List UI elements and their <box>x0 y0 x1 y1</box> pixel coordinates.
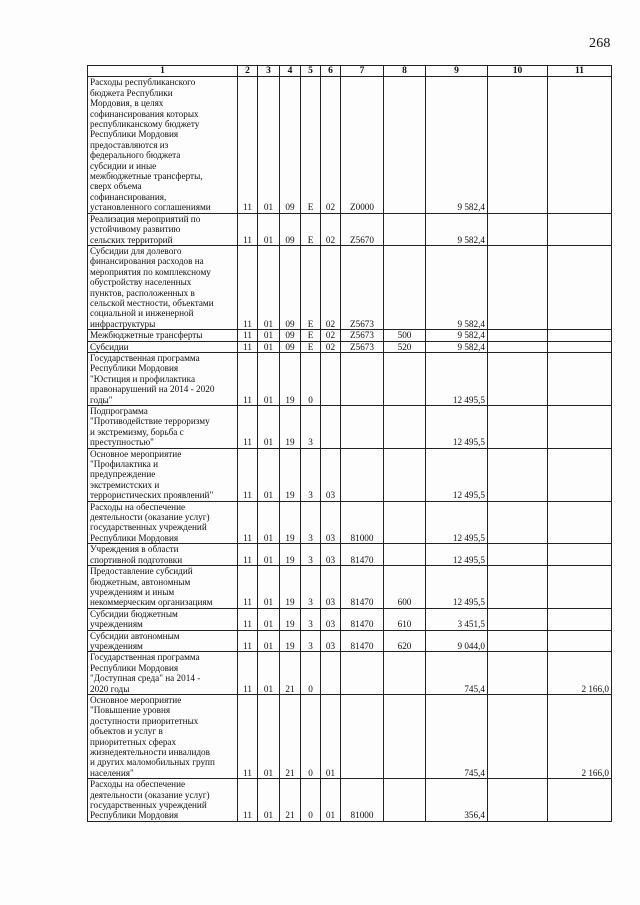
code-program: 09 <box>280 245 301 329</box>
code-program: 09 <box>280 213 301 245</box>
code-subprogram: 3 <box>301 448 321 501</box>
amount-col-11 <box>548 608 612 630</box>
code-subprogram: 0 <box>301 652 321 695</box>
row-name: Основное мероприятие "Профилактика и предупреждение экстремистских и террористических проявлений" <box>88 448 238 501</box>
code-activity: 03 <box>321 566 341 609</box>
code-subprogram: 0 <box>301 352 321 405</box>
code-subprogram: 3 <box>301 566 321 609</box>
amount-col-10 <box>488 341 548 352</box>
row-name: Реализация мероприятий по устойчивому развитию сельских территорий <box>88 213 238 245</box>
row-name: Субсидии бюджетным учреждениям <box>88 608 238 630</box>
code-activity <box>321 406 341 449</box>
amount-col-11 <box>548 501 612 544</box>
code-expense-type <box>384 213 426 245</box>
code-program: 19 <box>280 544 301 566</box>
code-section: 11 <box>238 566 258 609</box>
col-header: 10 <box>488 66 548 77</box>
code-program: 09 <box>280 77 301 213</box>
code-section: 11 <box>238 694 258 778</box>
amount-col-10 <box>488 77 548 213</box>
code-section: 11 <box>238 213 258 245</box>
row-name: Субсидии <box>88 341 238 352</box>
amount-col-9: 9 582,4 <box>426 330 488 341</box>
amount-col-9: 9 044,0 <box>426 630 488 652</box>
amount-col-11: 2 166,0 <box>548 652 612 695</box>
code-expense-type <box>384 779 426 822</box>
code-program: 19 <box>280 501 301 544</box>
row-name: Расходы республиканского бюджета Республики Мордовия, в целях софинансирования которых республиканскому бюджету Республики Мордовия предоставляются из федерального бюджета субсидии и иные межбюджетные трансферты, сверх объема софинансирования, установленного соглашениями <box>88 77 238 213</box>
code-expense-type <box>384 352 426 405</box>
amount-col-10 <box>488 608 548 630</box>
amount-col-9: 12 495,5 <box>426 448 488 501</box>
code-expense-type: 620 <box>384 630 426 652</box>
row-name: Межбюджетные трансферты <box>88 330 238 341</box>
amount-col-9: 12 495,5 <box>426 352 488 405</box>
code-expense-type <box>384 544 426 566</box>
amount-col-9: 12 495,5 <box>426 566 488 609</box>
amount-col-9: 3 451,5 <box>426 608 488 630</box>
code-section: 11 <box>238 245 258 329</box>
code-expense-type <box>384 694 426 778</box>
code-program: 19 <box>280 406 301 449</box>
code-subprogram: 0 <box>301 779 321 822</box>
code-activity: 01 <box>321 694 341 778</box>
code-subprogram: 3 <box>301 406 321 449</box>
code-subprogram: E <box>301 341 321 352</box>
code-expense-type <box>384 652 426 695</box>
amount-col-10 <box>488 779 548 822</box>
code-subsection: 01 <box>258 694 280 778</box>
code-section: 11 <box>238 501 258 544</box>
code-expense-type: 600 <box>384 566 426 609</box>
table-row <box>88 694 612 778</box>
code-expense-type: 500 <box>384 330 426 341</box>
code-direction: 81470 <box>341 630 384 652</box>
code-subprogram: 3 <box>301 630 321 652</box>
amount-col-10 <box>488 448 548 501</box>
amount-col-9: 745,4 <box>426 652 488 695</box>
table-row <box>88 330 612 341</box>
col-header: 5 <box>301 66 321 77</box>
code-program: 19 <box>280 448 301 501</box>
amount-col-11 <box>548 779 612 822</box>
code-activity: 03 <box>321 630 341 652</box>
amount-col-9: 12 495,5 <box>426 501 488 544</box>
code-activity: 03 <box>321 448 341 501</box>
code-subsection: 01 <box>258 77 280 213</box>
code-direction <box>341 352 384 405</box>
code-subsection: 01 <box>258 213 280 245</box>
code-direction: 81000 <box>341 779 384 822</box>
table-body <box>88 77 612 821</box>
code-direction <box>341 448 384 501</box>
table-row <box>88 77 612 213</box>
code-subsection: 01 <box>258 652 280 695</box>
code-subsection: 01 <box>258 448 280 501</box>
amount-col-9: 9 582,4 <box>426 77 488 213</box>
amount-col-11: 2 166,0 <box>548 694 612 778</box>
code-direction: Z5673 <box>341 245 384 329</box>
table-row <box>88 448 612 501</box>
code-subsection: 01 <box>258 330 280 341</box>
table-row <box>88 341 612 352</box>
code-section: 11 <box>238 779 258 822</box>
code-direction: Z5673 <box>341 341 384 352</box>
amount-col-10 <box>488 694 548 778</box>
code-program: 19 <box>280 566 301 609</box>
amount-col-9: 9 582,4 <box>426 213 488 245</box>
code-program: 21 <box>280 694 301 778</box>
code-direction: Z0000 <box>341 77 384 213</box>
code-activity <box>321 352 341 405</box>
code-direction: 81470 <box>341 566 384 609</box>
amount-col-10 <box>488 352 548 405</box>
amount-col-11 <box>548 341 612 352</box>
code-subsection: 01 <box>258 352 280 405</box>
code-subprogram: 3 <box>301 501 321 544</box>
code-expense-type <box>384 448 426 501</box>
row-name: Подпрограмма "Противодействие терроризму и экстремизму, борьба с преступностью" <box>88 406 238 449</box>
amount-col-9: 745,4 <box>426 694 488 778</box>
amount-col-11 <box>548 544 612 566</box>
col-header: 1 <box>88 66 238 77</box>
row-name: Учреждения в области спортивной подготовки <box>88 544 238 566</box>
code-direction <box>341 652 384 695</box>
code-section: 11 <box>238 630 258 652</box>
amount-col-9: 9 582,4 <box>426 245 488 329</box>
table-row <box>88 608 612 630</box>
code-subprogram: E <box>301 77 321 213</box>
code-expense-type <box>384 245 426 329</box>
code-activity: 03 <box>321 608 341 630</box>
code-activity: 02 <box>321 330 341 341</box>
row-name: Государственная программа Республики Мордовия "Доступная среда" на 2014 - 2020 годы <box>88 652 238 695</box>
code-program: 19 <box>280 630 301 652</box>
amount-col-11 <box>548 448 612 501</box>
page-number: 268 <box>589 36 611 51</box>
code-activity: 02 <box>321 245 341 329</box>
code-program: 09 <box>280 341 301 352</box>
code-program: 19 <box>280 352 301 405</box>
amount-col-10 <box>488 544 548 566</box>
code-subprogram: E <box>301 245 321 329</box>
col-header: 4 <box>280 66 301 77</box>
code-subsection: 01 <box>258 566 280 609</box>
code-activity: 02 <box>321 341 341 352</box>
row-name: Расходы на обеспечение деятельности (оказание услуг) государственных учреждений Республики Мордовия <box>88 501 238 544</box>
code-section: 11 <box>238 341 258 352</box>
amount-col-11 <box>548 330 612 341</box>
row-name: Субсидии автономным учреждениям <box>88 630 238 652</box>
row-name: Государственная программа Республики Мордовия "Юстиция и профилактика правонарушений на 2014 - 2020 годы" <box>88 352 238 405</box>
code-program: 19 <box>280 608 301 630</box>
code-section: 11 <box>238 608 258 630</box>
table-row <box>88 779 612 822</box>
code-subsection: 01 <box>258 406 280 449</box>
col-header: 6 <box>321 66 341 77</box>
amount-col-10 <box>488 630 548 652</box>
amount-col-10 <box>488 330 548 341</box>
amount-col-10 <box>488 501 548 544</box>
code-subprogram: E <box>301 213 321 245</box>
header-row <box>88 66 612 77</box>
col-header: 2 <box>238 66 258 77</box>
table-row <box>88 652 612 695</box>
code-subsection: 01 <box>258 501 280 544</box>
row-name: Предоставление субсидий бюджетным, автономным учреждениям и иным некоммерческим организациям <box>88 566 238 609</box>
col-header: 7 <box>341 66 384 77</box>
code-subsection: 01 <box>258 630 280 652</box>
code-expense-type <box>384 501 426 544</box>
code-section: 11 <box>238 448 258 501</box>
code-expense-type: 610 <box>384 608 426 630</box>
code-section: 11 <box>238 544 258 566</box>
code-program: 09 <box>280 330 301 341</box>
code-activity <box>321 652 341 695</box>
table-row <box>88 630 612 652</box>
amount-col-10 <box>488 245 548 329</box>
code-direction: 81000 <box>341 501 384 544</box>
code-expense-type: 520 <box>384 341 426 352</box>
code-direction: Z5673 <box>341 330 384 341</box>
amount-col-9: 9 582,4 <box>426 341 488 352</box>
col-header: 9 <box>426 66 488 77</box>
code-subprogram: 3 <box>301 544 321 566</box>
amount-col-11 <box>548 630 612 652</box>
code-section: 11 <box>238 330 258 341</box>
code-subprogram: E <box>301 330 321 341</box>
table-row <box>88 352 612 405</box>
code-subsection: 01 <box>258 779 280 822</box>
amount-col-11 <box>548 352 612 405</box>
code-subsection: 01 <box>258 544 280 566</box>
code-subsection: 01 <box>258 608 280 630</box>
code-section: 11 <box>238 652 258 695</box>
amount-col-9: 356,4 <box>426 779 488 822</box>
code-direction: 81470 <box>341 608 384 630</box>
code-direction <box>341 406 384 449</box>
code-direction: 81470 <box>341 544 384 566</box>
code-activity: 02 <box>321 77 341 213</box>
table-row <box>88 566 612 609</box>
code-subsection: 01 <box>258 341 280 352</box>
amount-col-10 <box>488 566 548 609</box>
amount-col-9: 12 495,5 <box>426 544 488 566</box>
table-row <box>88 544 612 566</box>
code-program: 21 <box>280 652 301 695</box>
code-subprogram: 3 <box>301 608 321 630</box>
code-expense-type <box>384 77 426 213</box>
table-row <box>88 406 612 449</box>
code-activity: 03 <box>321 544 341 566</box>
code-direction: Z5670 <box>341 213 384 245</box>
amount-col-10 <box>488 213 548 245</box>
amount-col-11 <box>548 213 612 245</box>
col-header: 8 <box>384 66 426 77</box>
amount-col-9: 12 495,5 <box>426 406 488 449</box>
code-program: 21 <box>280 779 301 822</box>
amount-col-10 <box>488 406 548 449</box>
code-activity: 01 <box>321 779 341 822</box>
code-activity: 02 <box>321 213 341 245</box>
table-row <box>88 245 612 329</box>
amount-col-11 <box>548 77 612 213</box>
code-section: 11 <box>238 77 258 213</box>
row-name: Субсидии для долевого финансирования расходов на мероприятия по комплексному обустройству населенных пунктов, расположенных в сельской местности, объектами социальной и инженерной инфраструктуры <box>88 245 238 329</box>
table-row <box>88 213 612 245</box>
col-header: 11 <box>548 66 612 77</box>
budget-table <box>87 65 612 822</box>
row-name: Расходы на обеспечение деятельности (оказание услуг) государственных учреждений Республики Мордовия <box>88 779 238 822</box>
code-section: 11 <box>238 352 258 405</box>
code-subsection: 01 <box>258 245 280 329</box>
code-activity: 03 <box>321 501 341 544</box>
code-section: 11 <box>238 406 258 449</box>
col-header: 3 <box>258 66 280 77</box>
code-expense-type <box>384 406 426 449</box>
amount-col-11 <box>548 245 612 329</box>
code-subprogram: 0 <box>301 694 321 778</box>
row-name: Основное мероприятие "Повышение уровня доступности приоритетных объектов и услуг в приоритетных сферах жизнедеятельности инвалидов и других маломобильных групп населения" <box>88 694 238 778</box>
amount-col-10 <box>488 652 548 695</box>
code-direction <box>341 694 384 778</box>
amount-col-11 <box>548 566 612 609</box>
table-row <box>88 501 612 544</box>
amount-col-11 <box>548 406 612 449</box>
